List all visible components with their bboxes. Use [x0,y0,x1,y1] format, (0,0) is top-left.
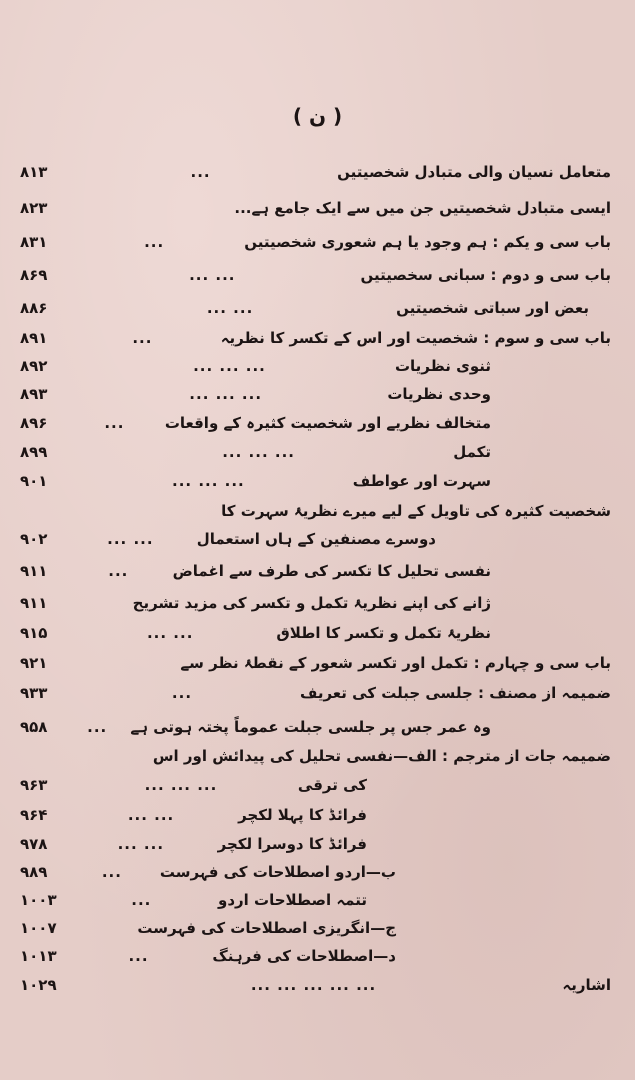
toc-entry-title: ایسی متبادل شخصیتیں جن میں سے ایک جامع ہے... [234,199,611,217]
leader-dots: ... ... [127,806,175,824]
toc-entry-title: ژانے کی اپنے نظریۂ تکمل و تکسر کی مزید تشریح [132,594,491,612]
toc-entry-leader [64,329,221,347]
leader-dots: ... ... ... [193,357,266,375]
toc-entry [20,381,611,407]
toc-entry [20,295,611,321]
toc-entry [20,410,611,436]
toc-entry [20,859,611,885]
toc-entry-leader [64,233,244,251]
toc-entry-title: بعض اور سباتی شخصیتیں [396,299,589,317]
toc-entry [20,714,611,740]
toc-entry [20,439,611,465]
toc-entry [20,159,611,185]
toc-entry-leader [64,806,238,824]
toc-entry [20,262,611,288]
toc-entry [20,195,611,221]
toc-entry [20,590,611,616]
toc-entry-leader [64,684,300,702]
toc-entry-page-number: ۸۳۱ [20,233,48,251]
toc-entry-page-number: ۱۰۰۷ [20,919,57,937]
toc-entry-leader [64,385,387,403]
leader-dots: ... [108,562,129,580]
toc-entry-title: ثنوی نظریات [394,357,491,375]
toc-entry-page-number: ۸۶۹ [20,266,48,284]
toc-entry-leader [65,947,213,965]
toc-entry-page-number: ۹۱۱ [20,594,48,612]
leader-dots: ... [131,891,152,909]
toc-entry [20,772,611,798]
toc-entry-page-number: ۸۹۹ [20,443,48,461]
toc-entry [20,943,611,969]
toc-entry-title: کی ترقی [297,776,367,794]
toc-entry-page-number: ۸۹۱ [20,329,48,347]
toc-entry-leader [64,835,218,853]
toc-entry-page-number: ۹۵۸ [20,718,48,736]
toc-entry-leader [64,357,395,375]
toc-entry-title: سہرت اور عواطف [352,472,491,490]
toc-entry-title: دوسرے مصنفین کے ہاں استعمال [196,530,436,548]
leader-dots: ... [132,329,153,347]
toc-entry [20,558,611,584]
leader-dots: ... ... [146,624,194,642]
toc-entry-title: نظریۂ تکمل و تکسر کا اطلاق [276,624,491,642]
leader-dots: ... ... ... [144,776,218,794]
toc-entry-page-number: ۹۸۹ [20,863,48,881]
toc-entry-title: نفسی تحلیل کا تکسر کی طرف سے اغماض [172,562,491,580]
leader-dots: ... ... [117,835,165,853]
toc-entry [20,915,611,941]
toc-entry-title: ضمیمہ از مصنف : جلسی جبلت کی تعریف [299,684,611,702]
toc-entry-leader [64,414,165,432]
toc-entry-page-number: ۹۶۴ [20,806,48,824]
leader-dots: ... ... ... [189,385,263,403]
toc-entry-leader [64,163,337,181]
toc-entry [20,620,611,646]
toc-entry-leader [64,443,453,461]
toc-entry [20,802,611,828]
toc-entry-page-number: ۱۰۲۹ [20,976,57,994]
toc-entry-page-number: ۹۰۱ [20,472,48,490]
toc-entry-title: شخصیت کثیرہ کی تاویل کے لیے میرے نظریۂ سہرت کا [221,502,611,520]
toc-entry-title: تتمہ اصطلاحات اردو [218,891,367,909]
toc-entry-page-number: ۹۳۳ [20,684,48,702]
toc-entry-page-number: ۹۲۱ [20,654,48,672]
toc-entry-title: وحدی نظریات [387,385,491,403]
toc-entry-leader [64,776,298,794]
toc-entry-leader [65,891,218,909]
toc-entry [20,972,611,998]
toc-entry [20,325,611,351]
toc-entry-page-number: ۸۱۳ [20,163,48,181]
toc-entry [20,526,611,552]
toc-entry-title: باب سی و سوم : شخصیت اور اس کے تکسر کا نظریہ [220,329,611,347]
toc-entry-title: د—اصطلاحات کی فرہنگ [212,947,396,965]
leader-dots: ... ... [189,266,236,284]
toc-entry-leader [64,530,197,548]
toc-entry [20,468,611,494]
leader-dots: ... [104,414,125,432]
toc-entry-title: ب—اردو اصطلاحات کی فہرست [159,863,396,881]
toc-entry-title: فرائڈ کا دوسرا لکچر [217,835,367,853]
toc-entry-leader [64,624,276,642]
leader-dots: ... [101,863,122,881]
leader-dots: ... ... ... ... ... [250,976,377,994]
toc-entry-page-number: ۸۹۳ [20,385,48,403]
toc-entry-title: باب سی و دوم : سبانی سخصیتیں [360,266,611,284]
toc-entry-page-number: ۹۱۱ [20,562,48,580]
toc-entry-page-number: ۹۰۲ [20,530,48,548]
toc-entry [20,680,611,706]
toc-entry-title: باب سی و یکم : ہم وجود یا ہم شعوری شخصیتیں [244,233,611,251]
toc-entry-leader [64,863,160,881]
toc-entry-title: متعامل نسیان والی متبادل شخصیتیں [337,163,611,181]
toc-entry [20,229,611,255]
leader-dots: ... ... ... [222,443,295,461]
leader-dots: ... ... [206,299,254,317]
toc-entry-leader [64,472,353,490]
leader-dots: ... [190,163,211,181]
leader-dots: ... [144,233,165,251]
toc-entry-title: اشاریہ [562,976,611,994]
toc-entry [20,743,611,769]
toc-entry [20,353,611,379]
toc-entry-page-number: ۸۸۶ [20,299,48,317]
toc-entry-page-number: ۸۹۶ [20,414,48,432]
toc-entry-title: ضمیمہ جات از مترجم : الف—نفسی تحلیل کی پیدائش اور اس [152,747,611,765]
toc-entry [20,831,611,857]
leader-dots: ... ... ... [172,472,245,490]
toc-entry-page-number: ۹۱۵ [20,624,48,642]
leader-dots: ... [87,718,108,736]
toc-entry-page-number: ۱۰۱۳ [20,947,57,965]
leader-dots: ... [171,684,193,702]
toc-entry-leader [64,266,361,284]
leader-dots: ... [128,947,149,965]
toc-entry-title: متخالف نظریے اور شخصیت کثیرہ کے واقعات [164,414,491,432]
toc-entry-title: ج—انگریزی اصطلاحات کی فہرست [137,919,396,937]
toc-entry-page-number: ۹۶۳ [20,776,48,794]
toc-entry-title: وہ عمر جس پر جلسی جبلت عموماً پختہ ہوتی ہے [130,718,491,736]
toc-entry-page-number: ۸۲۳ [20,199,48,217]
toc-entry [20,650,611,676]
toc-entry-leader [64,299,396,317]
toc-entry-leader [64,718,130,736]
toc-entry-leader [65,976,563,994]
toc-entry-page-number: ۹۷۸ [20,835,48,853]
toc-entry-title: فرائڈ کا پہلا لکچر [238,806,367,824]
toc-entry-title: باب سی و چہارم : تکمل اور تکسر شعور کے نقطۂ نظر سے [180,654,611,672]
toc-entry [20,887,611,913]
toc-entry-page-number: ۸۹۲ [20,357,48,375]
page-header: ( ن ) [292,104,343,128]
toc-entry-page-number: ۱۰۰۳ [20,891,57,909]
toc-entry-leader [64,562,173,580]
toc-entry-title: تکمل [453,443,491,461]
toc-entry [20,498,611,524]
leader-dots: ... ... [107,530,154,548]
